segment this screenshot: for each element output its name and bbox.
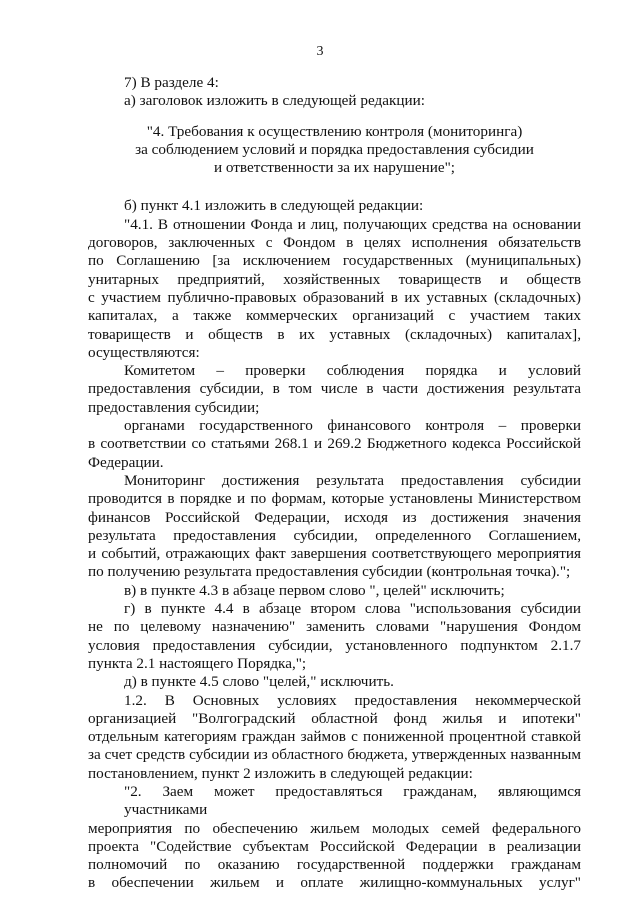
paragraph-2-loan xyxy=(88,783,581,893)
text-line: организацией "Волгоградский областной фонд жилья и ипотеки" xyxy=(88,709,581,727)
text-line: 1.2. В Основных условиях предоставления некоммерческой xyxy=(124,691,581,709)
text-line: предоставления субсидии; xyxy=(88,398,260,416)
text-line: Мониторинг достижения результата предоставления субсидии xyxy=(124,471,581,489)
text-line: капиталах, а также коммерческих организаций с участием таких xyxy=(88,307,581,325)
page-number: 3 xyxy=(316,44,324,59)
text-line: г) в пункте 4.4 в абзаце втором слова "использования субсидии xyxy=(124,600,581,618)
text-line: проводится в порядке и по формам, которые установлены Министерством xyxy=(88,490,581,508)
text-line: Комитетом – проверки соблюдения порядка и условий xyxy=(124,362,581,380)
text-line: товариществ и обществ в их уставных (складочных) капиталах], xyxy=(88,325,581,343)
text-line: мероприятия по обеспечению жильем молодых семей федерального xyxy=(88,819,581,837)
spacer xyxy=(88,111,581,123)
text-line: в соответствии со статьями 268.1 и 269.2 Бюджетного кодекса Российской xyxy=(88,435,581,453)
text-line: по Соглашению [за исключением государственных (муниципальных) xyxy=(88,252,581,270)
spacer xyxy=(88,177,581,197)
text-line: унитарных предприятий, хозяйственных товариществ и обществ xyxy=(88,270,581,288)
text-line: в обеспечении жильем и оплате жилищно-коммунальных услуг" xyxy=(88,874,581,892)
document-body xyxy=(88,74,581,893)
text-line: за счет средств субсидии из областного бюджета, утвержденных названным xyxy=(88,746,581,764)
text-line: органами государственного финансового контроля – проверки xyxy=(124,417,581,435)
text-line: с участием публично-правовых образований в их уставных (складочных) xyxy=(88,288,581,306)
text-line: договоров, заключенных с Фондом в целях исполнения обязательств xyxy=(88,234,581,252)
text-line: отдельным категориям граждан займов с пониженной процентной ставкой xyxy=(88,728,581,746)
text-line: "2. Заем может предоставляться гражданам, являющимся участниками xyxy=(124,782,581,819)
text-line: пункта 2.1 настоящего Порядка,"; xyxy=(88,654,307,672)
paragraph-monitoring xyxy=(88,472,581,582)
quoted-title xyxy=(88,123,581,178)
paragraph-4-1 xyxy=(88,216,581,362)
text-line: полномочий по оказанию государственной поддержки гражданам xyxy=(88,856,581,874)
text-line: финансов Российской Федерации, исходя из достижения значения xyxy=(88,508,581,526)
paragraph-1-2 xyxy=(88,692,581,783)
subitem-v: в) в пункте 4.3 в абзаце первом слово ", целей" исключить; xyxy=(124,581,505,599)
quoted-title-line-1: "4. Требования к осуществлению контроля (мониторинга) xyxy=(146,122,523,140)
text-line: не по целевому назначению" заменить словами "нарушения Фондом xyxy=(88,618,581,636)
text-line: Федерации. xyxy=(88,453,164,471)
text-line: осуществляются: xyxy=(88,343,200,361)
subitem-d: д) в пункте 4.5 слово "целей," исключить. xyxy=(124,673,394,691)
subitem-g xyxy=(88,600,581,673)
text-line: условия предоставления субсидии, установленного подпунктом 2.1.7 xyxy=(88,636,581,654)
quoted-title-line-2: за соблюдением условий и порядка предоставления субсидии xyxy=(135,140,534,158)
text-line: по получению результата предоставления субсидии (контрольная точка)."; xyxy=(88,563,571,581)
text-line: результата предоставления субсидии, определенного Соглашением, xyxy=(88,526,581,544)
text-line: постановлением, пункт 2 изложить в следующей редакции: xyxy=(88,764,473,782)
section-heading-line: 7) В разделе 4: xyxy=(124,74,219,91)
text-line: проекта "Содействие субъектам Российской Федерации в реализации xyxy=(88,837,581,855)
paragraph-control-bodies xyxy=(88,417,581,472)
text-line: "4.1. В отношении Фонда и лиц, получающих средства на основании xyxy=(124,215,581,233)
text-line: и событий, отражающих факт завершения соответствующего мероприятия xyxy=(88,545,581,563)
quoted-title-line-3: и ответственности за их нарушение"; xyxy=(213,159,456,177)
subitem-b: б) пункт 4.1 изложить в следующей редакции: xyxy=(124,197,424,215)
text-line: предоставления субсидии, в том числе в части достижения результата xyxy=(88,380,581,398)
paragraph-committee xyxy=(88,362,581,417)
subitem-a: а) заголовок изложить в следующей редакции: xyxy=(124,92,425,110)
